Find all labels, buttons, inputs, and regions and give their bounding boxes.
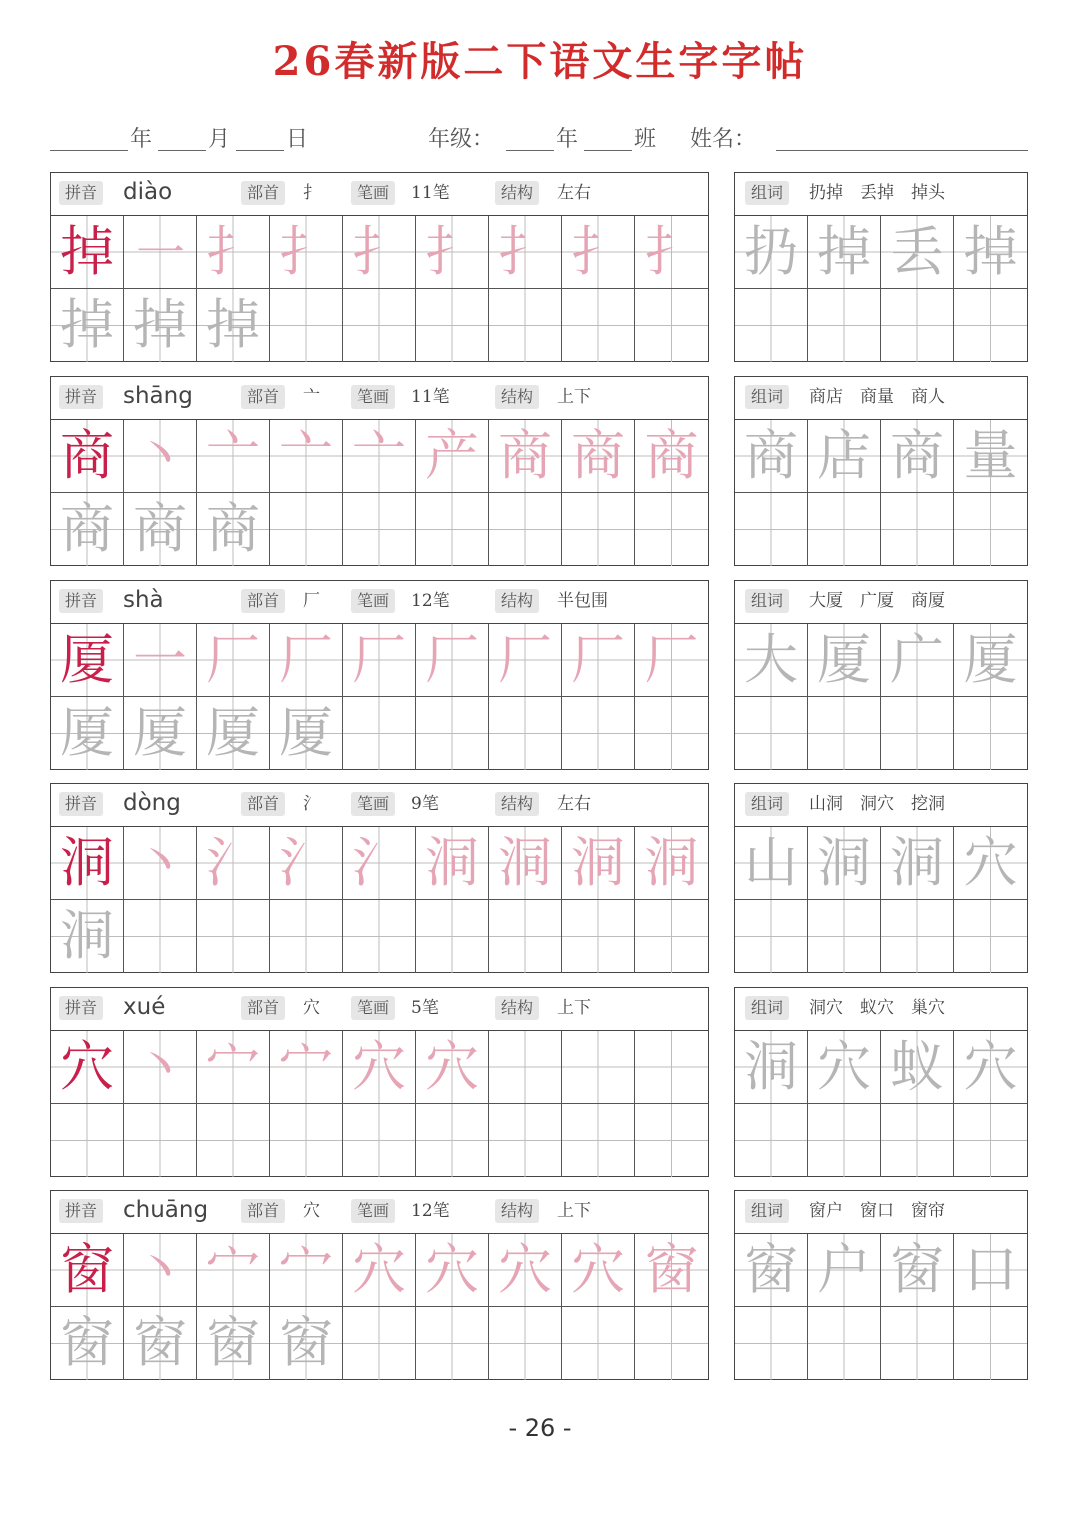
- blank-writing-cell[interactable]: [416, 493, 489, 566]
- word-trace-cell[interactable]: 窗: [735, 1234, 808, 1307]
- words-value: 山洞 洞穴 挖洞: [809, 794, 945, 814]
- stroke-order-cell[interactable]: 扌: [562, 216, 635, 289]
- word-trace-cell[interactable]: 穴: [808, 1031, 881, 1104]
- word-trace-cell[interactable]: 洞: [735, 1031, 808, 1104]
- stroke-order-cell[interactable]: 氵: [270, 827, 343, 900]
- words-tag: 组词: [745, 181, 789, 205]
- trace-cell[interactable]: 厦: [124, 697, 197, 770]
- blank-writing-cell[interactable]: [343, 493, 416, 566]
- words-header: [735, 1191, 1027, 1234]
- stroke-order-cell[interactable]: 宀: [197, 1031, 270, 1104]
- model-character: 窗: [51, 1234, 124, 1307]
- words-tag: 组词: [745, 792, 789, 816]
- character-section: [50, 1190, 1028, 1380]
- stroke-order-cell[interactable]: 亠: [343, 420, 416, 493]
- model-character: 商: [51, 420, 124, 493]
- character-section: [50, 172, 1028, 362]
- stroke-order-cell[interactable]: 厂: [489, 624, 562, 697]
- blank-writing-cell[interactable]: [270, 289, 343, 362]
- word-trace-cell[interactable]: 厦: [954, 624, 1027, 697]
- blank-writing-cell[interactable]: [635, 697, 708, 770]
- word-trace-cell[interactable]: 商: [735, 420, 808, 493]
- radical-value: 厂: [303, 591, 320, 611]
- word-trace-cell[interactable]: 量: [954, 420, 1027, 493]
- words-tag: 组词: [745, 996, 789, 1020]
- blank-writing-cell[interactable]: [343, 900, 416, 973]
- blank-writing-cell[interactable]: [881, 1104, 954, 1177]
- model-character: 穴: [51, 1031, 124, 1104]
- radical-tag: 部首: [241, 792, 285, 816]
- structure-tag: 结构: [495, 181, 539, 205]
- blank-writing-cell[interactable]: [562, 1031, 635, 1104]
- blank-writing-cell[interactable]: [51, 1104, 124, 1177]
- blank-writing-cell[interactable]: [954, 900, 1027, 973]
- trace-cell[interactable]: 厦: [197, 697, 270, 770]
- trace-cell[interactable]: 窗: [124, 1307, 197, 1380]
- stroke-order-cell[interactable]: 厂: [343, 624, 416, 697]
- month-blank[interactable]: [158, 150, 206, 151]
- stroke-order-cell[interactable]: ㇐: [124, 216, 197, 289]
- page-number: - 26 -: [508, 1414, 572, 1442]
- blank-writing-cell[interactable]: [881, 900, 954, 973]
- blank-writing-cell[interactable]: [635, 1307, 708, 1380]
- radical-tag: 部首: [241, 385, 285, 409]
- blank-writing-cell[interactable]: [635, 900, 708, 973]
- structure-tag: 结构: [495, 792, 539, 816]
- blank-writing-cell[interactable]: [270, 1104, 343, 1177]
- strokes-value: 11笔: [411, 183, 450, 203]
- date-info-row: [50, 118, 1030, 158]
- blank-writing-cell[interactable]: [808, 289, 881, 362]
- words-value: 扔掉 丢掉 掉头: [809, 183, 945, 203]
- blank-writing-cell[interactable]: [124, 1104, 197, 1177]
- trace-cell[interactable]: 商: [197, 493, 270, 566]
- blank-writing-cell[interactable]: [635, 493, 708, 566]
- trace-cell[interactable]: 厦: [270, 697, 343, 770]
- char-info-header: [51, 988, 708, 1031]
- char-info-header: [51, 1191, 708, 1234]
- word-trace-cell[interactable]: 口: [954, 1234, 1027, 1307]
- char-info-header: [51, 377, 708, 420]
- practice-box: [50, 1190, 709, 1380]
- pinyin-tag: 拼音: [59, 385, 103, 409]
- pinyin-value: shà: [123, 587, 164, 613]
- strokes-tag: 笔画: [351, 996, 395, 1020]
- stroke-order-cell[interactable]: 洞: [562, 827, 635, 900]
- word-practice-box: [734, 783, 1028, 973]
- stroke-order-cell[interactable]: 丶: [124, 420, 197, 493]
- structure-value: 上下: [557, 998, 591, 1018]
- pinyin-tag: 拼音: [59, 1199, 103, 1223]
- stroke-order-cell[interactable]: 产: [416, 420, 489, 493]
- grade-year-label: 年: [556, 127, 579, 152]
- stroke-order-cell[interactable]: 厂: [635, 624, 708, 697]
- structure-value: 半包围: [557, 591, 608, 611]
- word-trace-cell[interactable]: 山: [735, 827, 808, 900]
- blank-writing-cell[interactable]: [881, 1307, 954, 1380]
- word-trace-cell[interactable]: 广: [881, 624, 954, 697]
- blank-writing-cell[interactable]: [343, 697, 416, 770]
- blank-writing-cell[interactable]: [881, 493, 954, 566]
- word-practice-box: [734, 172, 1028, 362]
- word-trace-cell[interactable]: 厦: [808, 624, 881, 697]
- year-blank[interactable]: [50, 150, 128, 151]
- word-practice-box: [734, 376, 1028, 566]
- words-value: 商店 商量 商人: [809, 387, 945, 407]
- stroke-order-cell[interactable]: 亠: [197, 420, 270, 493]
- word-trace-cell[interactable]: 掉: [954, 216, 1027, 289]
- trace-cell[interactable]: 商: [51, 493, 124, 566]
- blank-writing-cell[interactable]: [270, 493, 343, 566]
- words-header: [735, 784, 1027, 827]
- stroke-order-cell[interactable]: 氵: [343, 827, 416, 900]
- strokes-tag: 笔画: [351, 181, 395, 205]
- blank-writing-cell[interactable]: [735, 1104, 808, 1177]
- radical-value: 穴: [303, 1201, 320, 1221]
- blank-writing-cell[interactable]: [954, 289, 1027, 362]
- radical-tag: 部首: [241, 1199, 285, 1223]
- stroke-order-cell[interactable]: 洞: [416, 827, 489, 900]
- radical-value: 亠: [303, 387, 320, 407]
- blank-writing-cell[interactable]: [489, 900, 562, 973]
- strokes-tag: 笔画: [351, 1199, 395, 1223]
- stroke-order-cell[interactable]: 宀: [270, 1234, 343, 1307]
- structure-value: 上下: [557, 1201, 591, 1221]
- words-header: [735, 173, 1027, 216]
- blank-writing-cell[interactable]: [808, 900, 881, 973]
- word-trace-cell[interactable]: 大: [735, 624, 808, 697]
- char-info-header: [51, 173, 708, 216]
- strokes-value: 11笔: [411, 387, 450, 407]
- stroke-order-cell[interactable]: 宀: [270, 1031, 343, 1104]
- trace-cell[interactable]: 窗: [51, 1307, 124, 1380]
- stroke-order-cell[interactable]: 扌: [270, 216, 343, 289]
- structure-tag: 结构: [495, 589, 539, 613]
- blank-writing-cell[interactable]: [562, 1307, 635, 1380]
- pinyin-value: chuāng: [123, 1197, 209, 1223]
- strokes-value: 5笔: [411, 998, 439, 1018]
- strokes-value: 12笔: [411, 591, 450, 611]
- pinyin-value: dòng: [123, 790, 181, 816]
- strokes-tag: 笔画: [351, 589, 395, 613]
- structure-value: 上下: [557, 387, 591, 407]
- trace-cell[interactable]: 厦: [51, 697, 124, 770]
- words-tag: 组词: [745, 1199, 789, 1223]
- radical-value: 氵: [303, 794, 320, 814]
- structure-value: 左右: [557, 794, 591, 814]
- strokes-tag: 笔画: [351, 385, 395, 409]
- stroke-order-cell[interactable]: 丶: [124, 1031, 197, 1104]
- word-practice-box: [734, 1190, 1028, 1380]
- blank-writing-cell[interactable]: [562, 900, 635, 973]
- strokes-tag: 笔画: [351, 792, 395, 816]
- words-header: [735, 377, 1027, 420]
- practice-box: [50, 172, 709, 362]
- blank-writing-cell[interactable]: [954, 493, 1027, 566]
- stroke-order-cell[interactable]: 洞: [489, 827, 562, 900]
- stroke-order-cell[interactable]: 宀: [197, 1234, 270, 1307]
- strokes-value: 9笔: [411, 794, 439, 814]
- word-practice-box: [734, 987, 1028, 1177]
- stroke-order-cell[interactable]: 扌: [489, 216, 562, 289]
- pinyin-tag: 拼音: [59, 792, 103, 816]
- word-practice-box: [734, 580, 1028, 770]
- stroke-order-cell[interactable]: 洞: [635, 827, 708, 900]
- char-info-header: [51, 784, 708, 827]
- word-trace-cell[interactable]: 扔: [735, 216, 808, 289]
- pinyin-value: shāng: [123, 383, 193, 409]
- blank-writing-cell[interactable]: [808, 1307, 881, 1380]
- blank-writing-cell[interactable]: [954, 697, 1027, 770]
- stroke-order-cell[interactable]: 商: [489, 420, 562, 493]
- stroke-order-cell[interactable]: 扌: [416, 216, 489, 289]
- stroke-order-cell[interactable]: 丶: [124, 1234, 197, 1307]
- blank-writing-cell[interactable]: [489, 289, 562, 362]
- stroke-order-cell[interactable]: 穴: [343, 1031, 416, 1104]
- stroke-order-cell[interactable]: 穴: [562, 1234, 635, 1307]
- class-blank[interactable]: [584, 150, 632, 151]
- blank-writing-cell[interactable]: [562, 289, 635, 362]
- blank-writing-cell[interactable]: [735, 493, 808, 566]
- structure-value: 左右: [557, 183, 591, 203]
- blank-writing-cell[interactable]: [635, 1031, 708, 1104]
- radical-tag: 部首: [241, 181, 285, 205]
- blank-writing-cell[interactable]: [562, 493, 635, 566]
- pinyin-tag: 拼音: [59, 181, 103, 205]
- structure-tag: 结构: [495, 385, 539, 409]
- word-trace-cell[interactable]: 掉: [808, 216, 881, 289]
- pinyin-value: xué: [123, 994, 166, 1020]
- stroke-order-cell[interactable]: 扌: [343, 216, 416, 289]
- stroke-order-cell[interactable]: 扌: [197, 216, 270, 289]
- trace-cell[interactable]: 掉: [51, 289, 124, 362]
- class-label: 班: [634, 127, 657, 152]
- stroke-order-cell[interactable]: 厂: [562, 624, 635, 697]
- year-label: 年: [130, 127, 153, 152]
- radical-value: 穴: [303, 998, 320, 1018]
- stroke-order-cell[interactable]: 一: [124, 624, 197, 697]
- words-tag: 组词: [745, 589, 789, 613]
- trace-cell[interactable]: 商: [124, 493, 197, 566]
- radical-tag: 部首: [241, 589, 285, 613]
- blank-writing-cell[interactable]: [881, 289, 954, 362]
- words-value: 大厦 广厦 商厦: [809, 591, 945, 611]
- trace-cell[interactable]: 掉: [197, 289, 270, 362]
- day-label: 日: [286, 127, 309, 152]
- blank-writing-cell[interactable]: [735, 289, 808, 362]
- blank-writing-cell[interactable]: [343, 1307, 416, 1380]
- word-trace-cell[interactable]: 窗: [881, 1234, 954, 1307]
- blank-writing-cell[interactable]: [954, 1307, 1027, 1380]
- name-label: 姓名：: [690, 127, 757, 152]
- character-section: [50, 580, 1028, 770]
- blank-writing-cell[interactable]: [489, 493, 562, 566]
- radical-tag: 部首: [241, 996, 285, 1020]
- practice-box: [50, 580, 709, 770]
- blank-writing-cell[interactable]: [489, 1307, 562, 1380]
- stroke-order-cell[interactable]: 厂: [416, 624, 489, 697]
- blank-writing-cell[interactable]: [343, 1104, 416, 1177]
- blank-writing-cell[interactable]: [270, 900, 343, 973]
- blank-writing-cell[interactable]: [562, 1104, 635, 1177]
- blank-writing-cell[interactable]: [562, 697, 635, 770]
- trace-cell[interactable]: 掉: [124, 289, 197, 362]
- stroke-order-cell[interactable]: 商: [635, 420, 708, 493]
- model-character: 掉: [51, 216, 124, 289]
- month-label: 月: [208, 127, 231, 152]
- word-trace-cell[interactable]: 洞: [808, 827, 881, 900]
- word-trace-cell[interactable]: 穴: [954, 827, 1027, 900]
- blank-writing-cell[interactable]: [808, 697, 881, 770]
- word-trace-cell[interactable]: 商: [881, 420, 954, 493]
- word-trace-cell[interactable]: 蚁: [881, 1031, 954, 1104]
- blank-writing-cell[interactable]: [635, 289, 708, 362]
- words-header: [735, 988, 1027, 1031]
- stroke-order-cell[interactable]: 厂: [270, 624, 343, 697]
- practice-box: [50, 376, 709, 566]
- pinyin-tag: 拼音: [59, 996, 103, 1020]
- blank-writing-cell[interactable]: [416, 900, 489, 973]
- radical-value: 扌: [303, 183, 320, 203]
- page-title: 26春新版二下语文生字字帖: [272, 38, 808, 85]
- stroke-order-cell[interactable]: 穴: [343, 1234, 416, 1307]
- stroke-order-cell[interactable]: 厂: [197, 624, 270, 697]
- model-character: 洞: [51, 827, 124, 900]
- word-trace-cell[interactable]: 丢: [881, 216, 954, 289]
- pinyin-tag: 拼音: [59, 589, 103, 613]
- character-section: [50, 783, 1028, 973]
- blank-writing-cell[interactable]: [197, 900, 270, 973]
- blank-writing-cell[interactable]: [881, 697, 954, 770]
- blank-writing-cell[interactable]: [954, 1104, 1027, 1177]
- blank-writing-cell[interactable]: [489, 697, 562, 770]
- structure-tag: 结构: [495, 1199, 539, 1223]
- blank-writing-cell[interactable]: [343, 289, 416, 362]
- blank-writing-cell[interactable]: [808, 493, 881, 566]
- stroke-order-cell[interactable]: 扌: [635, 216, 708, 289]
- stroke-order-cell[interactable]: 穴: [489, 1234, 562, 1307]
- structure-tag: 结构: [495, 996, 539, 1020]
- trace-cell[interactable]: 窗: [197, 1307, 270, 1380]
- stroke-order-cell[interactable]: 丶: [124, 827, 197, 900]
- stroke-order-cell[interactable]: 窗: [635, 1234, 708, 1307]
- blank-writing-cell[interactable]: [735, 697, 808, 770]
- grade-label: 年级：: [428, 127, 495, 152]
- blank-writing-cell[interactable]: [124, 900, 197, 973]
- strokes-value: 12笔: [411, 1201, 450, 1221]
- words-value: 窗户 窗口 窗帘: [809, 1201, 945, 1221]
- stroke-order-cell[interactable]: 商: [562, 420, 635, 493]
- word-trace-cell[interactable]: 店: [808, 420, 881, 493]
- char-info-header: [51, 581, 708, 624]
- word-trace-cell[interactable]: 洞: [881, 827, 954, 900]
- blank-writing-cell[interactable]: [735, 900, 808, 973]
- word-trace-cell[interactable]: 户: [808, 1234, 881, 1307]
- blank-writing-cell[interactable]: [635, 1104, 708, 1177]
- words-header: [735, 581, 1027, 624]
- trace-cell[interactable]: 窗: [270, 1307, 343, 1380]
- blank-writing-cell[interactable]: [808, 1104, 881, 1177]
- stroke-order-cell[interactable]: 氵: [197, 827, 270, 900]
- blank-writing-cell[interactable]: [416, 1104, 489, 1177]
- blank-writing-cell[interactable]: [416, 289, 489, 362]
- words-value: 洞穴 蚁穴 巢穴: [809, 998, 945, 1018]
- grade-blank[interactable]: [506, 150, 554, 151]
- name-blank[interactable]: [776, 150, 1028, 151]
- stroke-order-cell[interactable]: 亠: [270, 420, 343, 493]
- day-blank[interactable]: [236, 150, 284, 151]
- stroke-order-cell[interactable]: 穴: [416, 1031, 489, 1104]
- words-tag: 组词: [745, 385, 789, 409]
- character-section: [50, 987, 1028, 1177]
- stroke-order-cell[interactable]: 穴: [416, 1234, 489, 1307]
- word-trace-cell[interactable]: 穴: [954, 1031, 1027, 1104]
- blank-writing-cell[interactable]: [489, 1031, 562, 1104]
- pinyin-value: diào: [123, 179, 173, 205]
- trace-cell[interactable]: 洞: [51, 900, 124, 973]
- blank-writing-cell[interactable]: [735, 1307, 808, 1380]
- character-section: [50, 376, 1028, 566]
- blank-writing-cell[interactable]: [489, 1104, 562, 1177]
- model-character: 厦: [51, 624, 124, 697]
- blank-writing-cell[interactable]: [416, 1307, 489, 1380]
- blank-writing-cell[interactable]: [197, 1104, 270, 1177]
- blank-writing-cell[interactable]: [416, 697, 489, 770]
- practice-box: [50, 987, 709, 1177]
- practice-box: [50, 783, 709, 973]
